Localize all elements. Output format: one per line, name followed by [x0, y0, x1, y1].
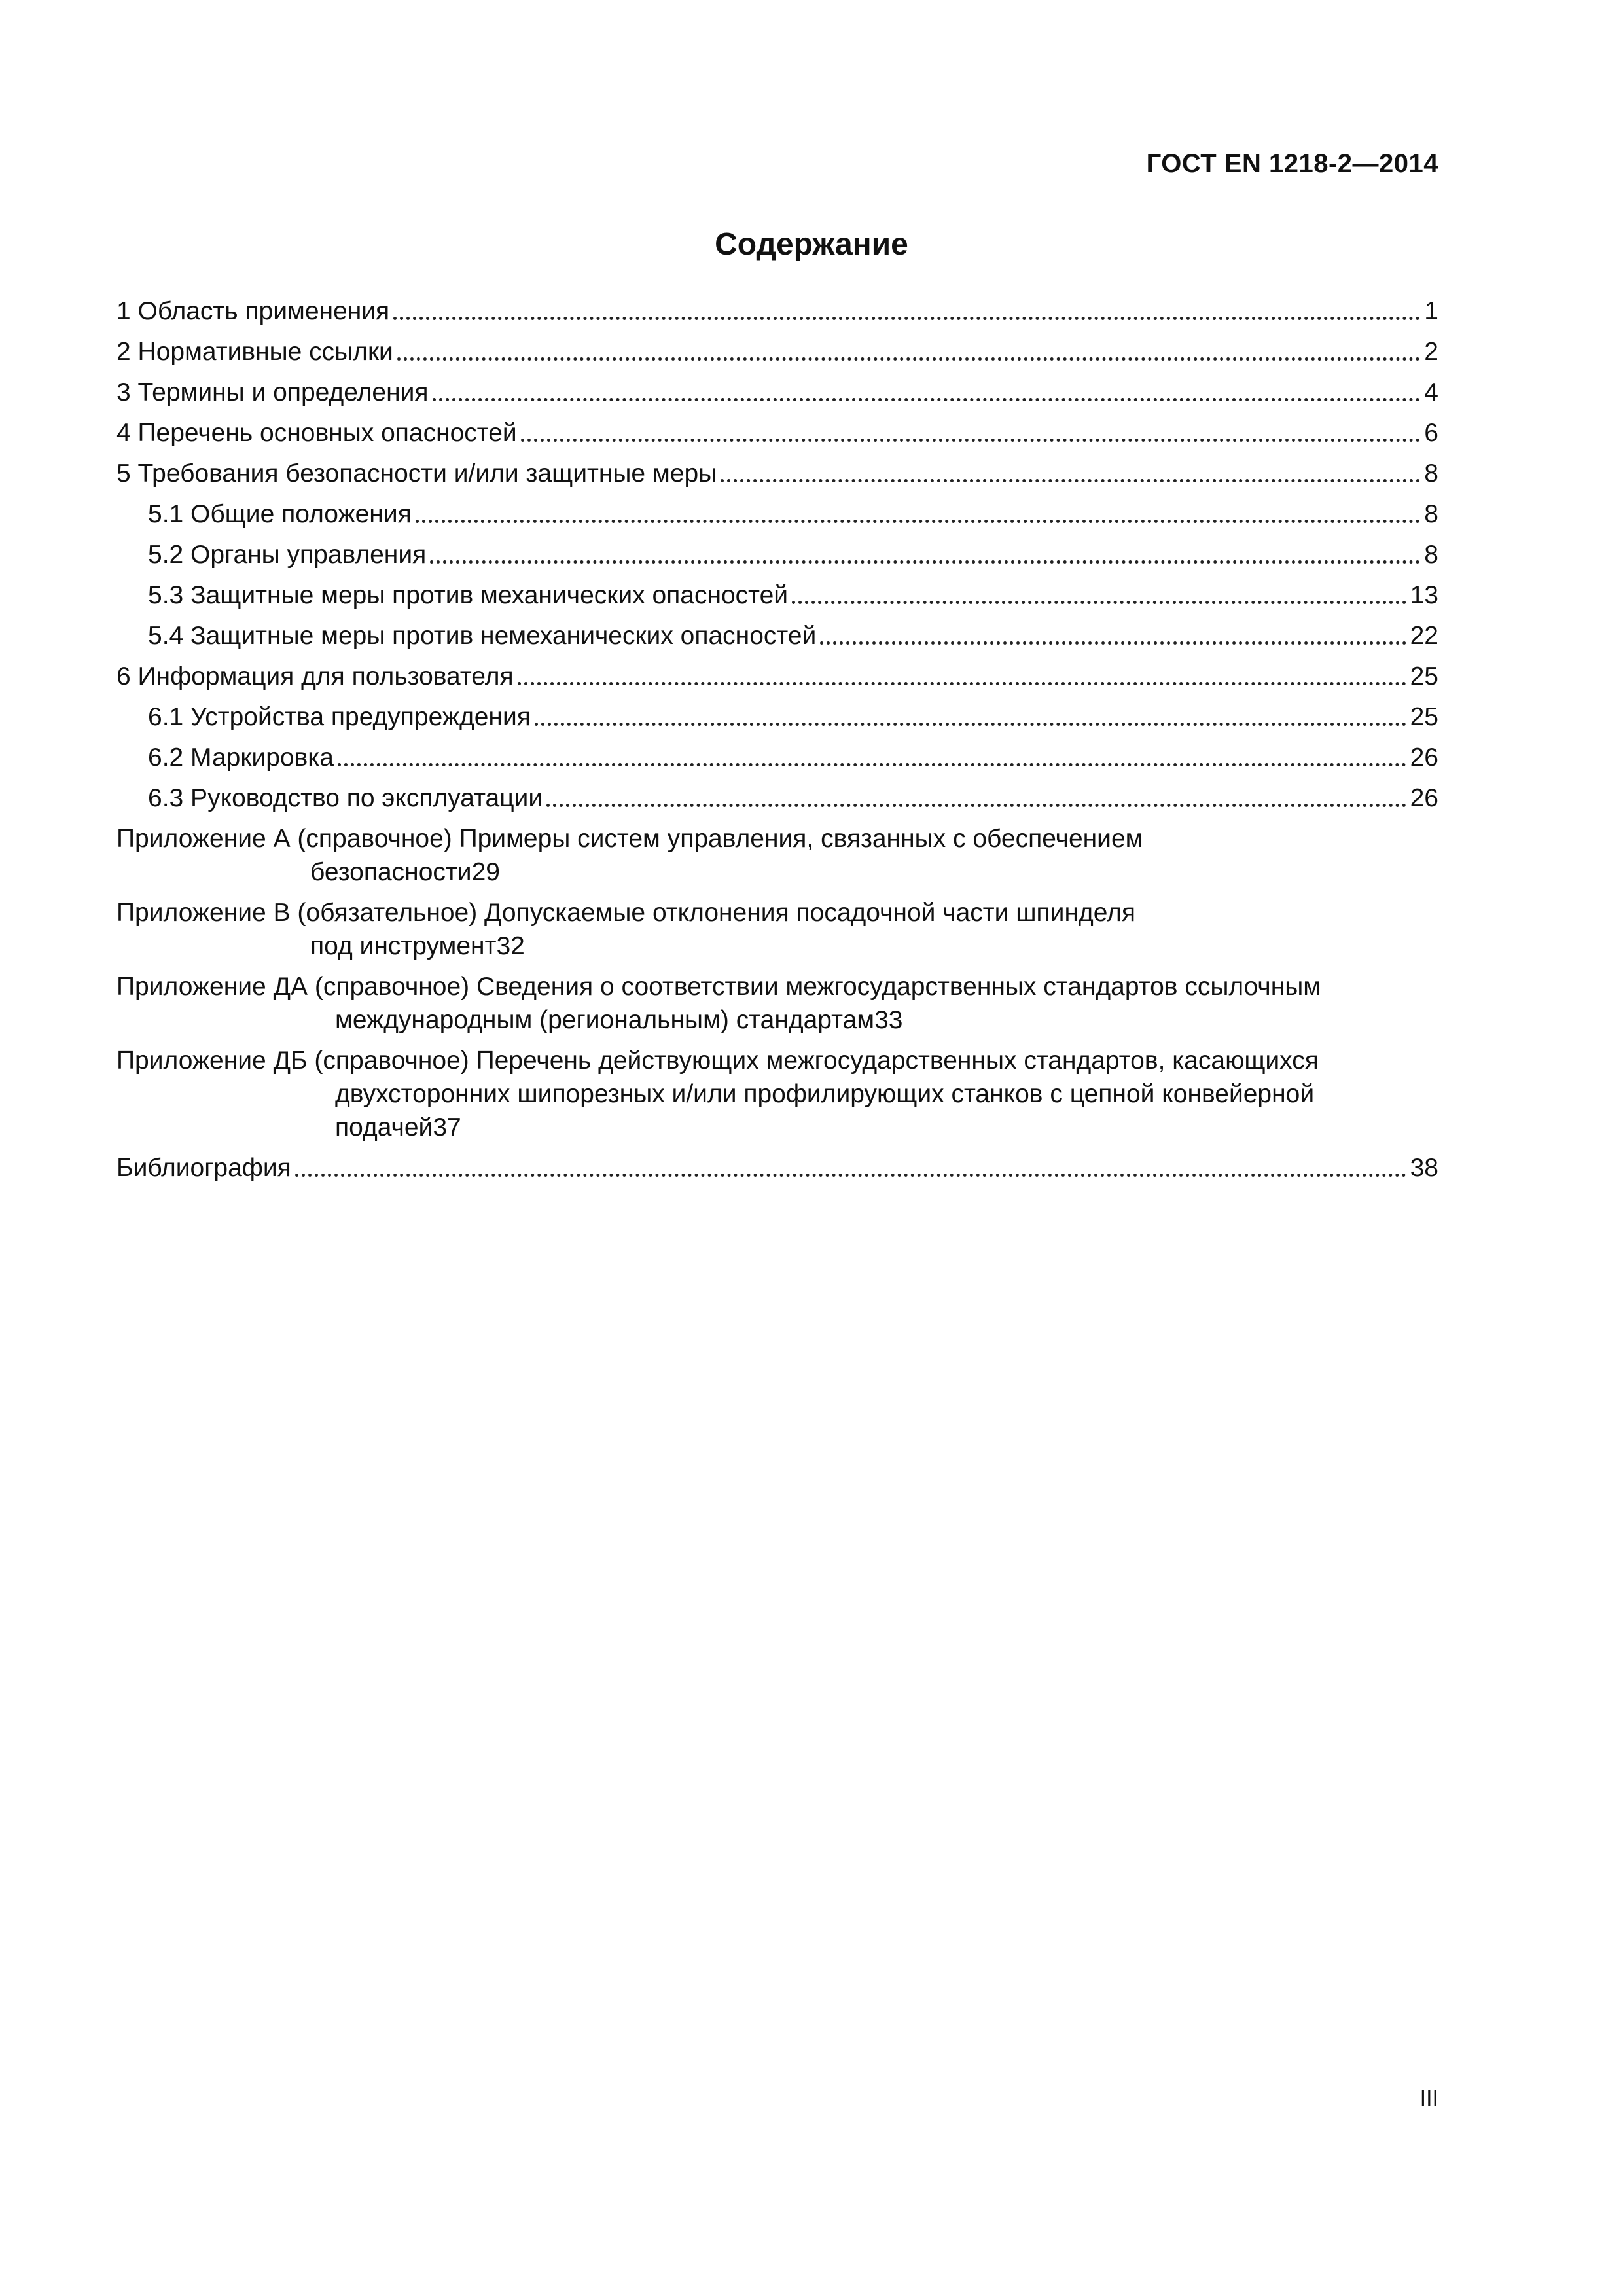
- dot-leader: [397, 357, 1420, 361]
- toc-entry-page: 6: [1424, 419, 1438, 447]
- dot-leader: [535, 723, 1406, 726]
- toc-entry-label-continued: под инструмент: [310, 932, 497, 960]
- toc-entry-page: 8: [1424, 459, 1438, 488]
- toc-entry-6-2[interactable]: [116, 741, 1438, 774]
- toc-entry-label: Приложение А (справочное) Примеры систем управления, связанных с обеспечением: [116, 825, 1143, 853]
- dot-leader: [820, 641, 1406, 645]
- toc-entry-5-3[interactable]: [116, 579, 1438, 612]
- dot-leader: [792, 601, 1406, 604]
- toc-entry-page: 2: [1424, 338, 1438, 366]
- toc-entry-label-continued: подачей: [335, 1113, 433, 1141]
- toc-entry-page: 1: [1424, 297, 1438, 325]
- toc-entry-4[interactable]: [116, 416, 1438, 450]
- toc-entry-6[interactable]: [116, 660, 1438, 693]
- toc-entry-annex-db[interactable]: [116, 1044, 1438, 1144]
- toc-entry-3[interactable]: [116, 376, 1438, 409]
- toc-entry-bibliography[interactable]: [116, 1151, 1438, 1185]
- toc-entry-annex-da[interactable]: [116, 970, 1438, 1037]
- toc-entry-label-continued: международным (региональным) стандартам: [335, 1006, 875, 1034]
- toc-entry-6-1[interactable]: [116, 700, 1438, 734]
- toc-entry-5-2[interactable]: [116, 538, 1438, 571]
- toc-entry-label-continued: безопасности: [310, 858, 472, 886]
- toc-entry-label: 6 Информация для пользователя: [116, 662, 514, 691]
- toc-entry-label: 5 Требования безопасности и/или защитные меры: [116, 459, 717, 488]
- toc-entry-page: 37: [433, 1113, 461, 1141]
- toc-entry-page: 32: [496, 932, 525, 960]
- toc-entry-1[interactable]: [116, 295, 1438, 328]
- toc-entry-label: 1 Область применения: [116, 297, 390, 325]
- toc-entry-6-3[interactable]: [116, 781, 1438, 815]
- toc-entry-label: 5.4 Защитные меры против немеханических опасностей: [148, 622, 817, 650]
- toc-entry-annex-b[interactable]: [116, 896, 1438, 963]
- dot-leader: [338, 763, 1406, 766]
- toc-entry-label-continued: двухсторонних шипорезных и/или профилирующих станков с цепной конвейерной: [335, 1080, 1315, 1108]
- toc-entry-label: 4 Перечень основных опасностей: [116, 419, 517, 447]
- toc-entry-label: Приложение ДА (справочное) Сведения о соответствии межгосударственных стандартов ссылочным: [116, 973, 1321, 1001]
- toc-entry-page: 26: [1410, 744, 1438, 772]
- toc-entry-label: 5.2 Органы управления: [148, 541, 427, 569]
- toc-entry-label: 2 Нормативные ссылки: [116, 338, 393, 366]
- toc-entry-page: 25: [1410, 662, 1438, 691]
- page-number: III: [1419, 2086, 1438, 2111]
- toc-entry-page: 29: [471, 858, 500, 886]
- dot-leader: [416, 520, 1421, 523]
- toc-entry-page: 26: [1410, 784, 1438, 812]
- toc-entry-label: 3 Термины и определения: [116, 378, 429, 406]
- toc-entry-label: Приложение ДБ (справочное) Перечень действующих межгосударственных стандартов, касающихся: [116, 1047, 1319, 1075]
- toc-entry-label: Приложение В (обязательное) Допускаемые отклонения посадочной части шпинделя: [116, 899, 1136, 927]
- document-code: ГОСТ EN 1218-2—2014: [1146, 149, 1438, 178]
- toc-entry-page: 13: [1410, 581, 1438, 609]
- toc-entry-page: 25: [1410, 703, 1438, 731]
- toc-entry-label: 6.2 Маркировка: [148, 744, 334, 772]
- table-of-contents: [116, 295, 1438, 1192]
- dot-leader: [430, 560, 1420, 564]
- dot-leader: [393, 317, 1420, 320]
- toc-entry-page: 33: [874, 1006, 903, 1034]
- toc-entry-page: 8: [1424, 541, 1438, 569]
- toc-entry-label: 6.3 Руководство по эксплуатации: [148, 784, 543, 812]
- toc-entry-page: 4: [1424, 378, 1438, 406]
- toc-entry-5-1[interactable]: [116, 497, 1438, 531]
- toc-entry-2[interactable]: [116, 335, 1438, 368]
- dot-leader: [433, 398, 1421, 401]
- toc-entry-label: Библиография: [116, 1154, 291, 1182]
- toc-entry-5[interactable]: [116, 457, 1438, 490]
- dot-leader: [518, 682, 1406, 685]
- dot-leader: [721, 479, 1420, 482]
- toc-entry-5-4[interactable]: [116, 619, 1438, 653]
- toc-entry-page: 22: [1410, 622, 1438, 650]
- dot-leader: [295, 1174, 1406, 1177]
- toc-entry-annex-a[interactable]: [116, 822, 1438, 889]
- toc-entry-page: 8: [1424, 500, 1438, 528]
- dot-leader: [546, 804, 1406, 807]
- dot-leader: [521, 439, 1421, 442]
- toc-entry-label: 6.1 Устройства предупреждения: [148, 703, 531, 731]
- toc-title: Содержание: [715, 227, 908, 262]
- toc-entry-label: 5.1 Общие положения: [148, 500, 412, 528]
- toc-entry-label: 5.3 Защитные меры против механических опасностей: [148, 581, 789, 609]
- toc-entry-page: 38: [1410, 1154, 1438, 1182]
